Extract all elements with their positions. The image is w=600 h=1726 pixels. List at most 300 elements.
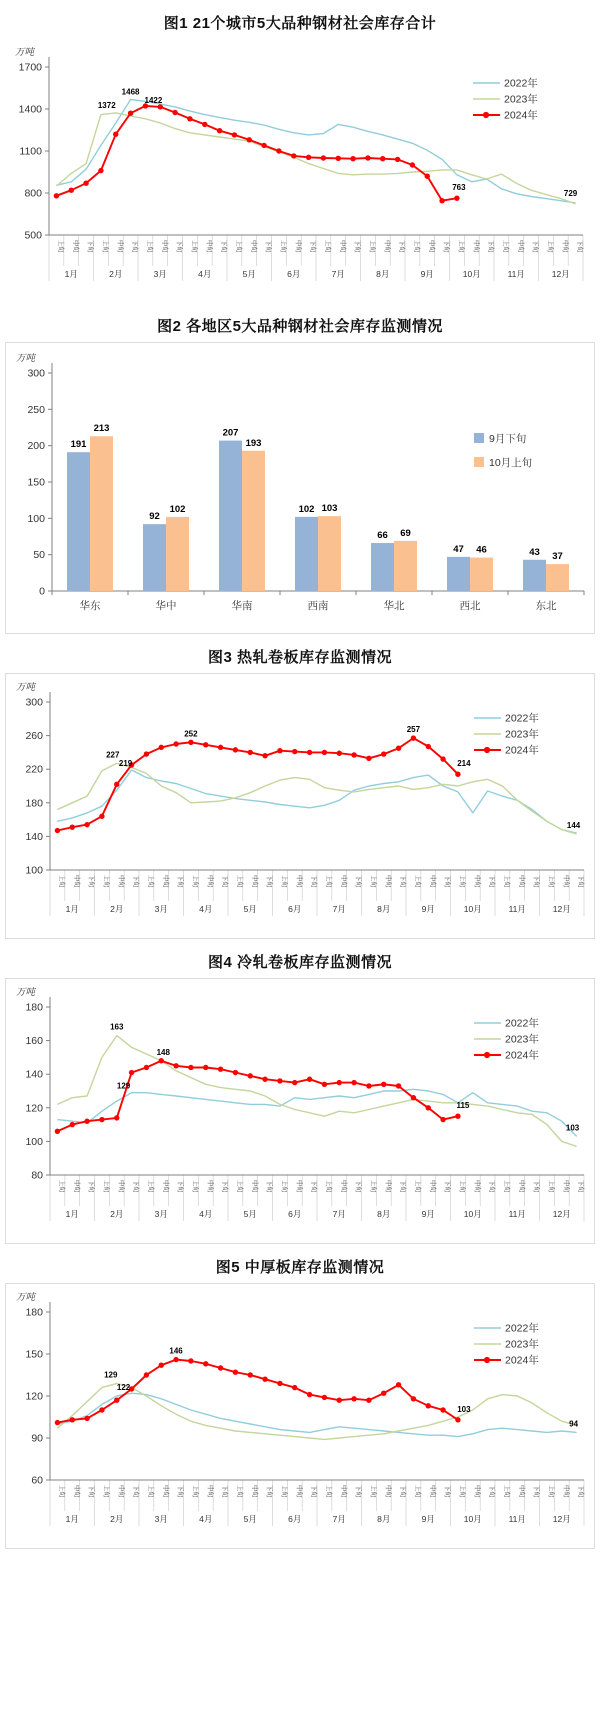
svg-text:下旬: 下旬 bbox=[310, 1485, 318, 1498]
svg-text:下旬: 下旬 bbox=[532, 1485, 540, 1498]
svg-text:上旬: 上旬 bbox=[413, 875, 421, 888]
svg-text:150: 150 bbox=[27, 476, 45, 489]
svg-text:120: 120 bbox=[25, 1102, 43, 1115]
svg-text:下旬: 下旬 bbox=[87, 1180, 95, 1193]
svg-text:7月: 7月 bbox=[331, 269, 345, 279]
svg-text:中旬: 中旬 bbox=[427, 240, 435, 253]
figure-5-title: 图5 中厚板库存监测情况 bbox=[215, 1259, 385, 1276]
svg-text:下旬: 下旬 bbox=[399, 1485, 407, 1498]
figure-4 bbox=[0, 951, 600, 1244]
svg-text:2月: 2月 bbox=[110, 1514, 124, 1524]
svg-text:下旬: 下旬 bbox=[488, 875, 496, 888]
svg-text:下旬: 下旬 bbox=[532, 1180, 540, 1193]
svg-text:0: 0 bbox=[39, 585, 45, 598]
svg-text:100: 100 bbox=[25, 864, 43, 877]
svg-text:50: 50 bbox=[33, 549, 45, 562]
svg-text:下旬: 下旬 bbox=[176, 1180, 184, 1193]
svg-text:3月: 3月 bbox=[154, 904, 168, 914]
svg-text:69: 69 bbox=[400, 527, 411, 539]
svg-text:下旬: 下旬 bbox=[310, 1180, 318, 1193]
svg-text:90: 90 bbox=[31, 1432, 43, 1445]
svg-text:下旬: 下旬 bbox=[532, 875, 540, 888]
svg-text:上旬: 上旬 bbox=[146, 875, 154, 888]
svg-text:上旬: 上旬 bbox=[235, 1485, 243, 1498]
svg-text:下旬: 下旬 bbox=[265, 875, 273, 888]
svg-text:上旬: 上旬 bbox=[458, 875, 466, 888]
svg-text:2022年: 2022年 bbox=[504, 77, 538, 90]
svg-text:上旬: 上旬 bbox=[547, 875, 555, 888]
svg-text:12月: 12月 bbox=[552, 904, 571, 914]
svg-text:10月: 10月 bbox=[463, 904, 482, 914]
svg-text:华北: 华北 bbox=[383, 600, 405, 612]
svg-text:120: 120 bbox=[25, 1390, 43, 1403]
svg-text:144: 144 bbox=[566, 821, 581, 831]
figure-2 bbox=[0, 315, 600, 634]
svg-text:中旬: 中旬 bbox=[161, 1180, 169, 1193]
svg-text:上旬: 上旬 bbox=[547, 1485, 555, 1498]
bar-chart-regional-inventory bbox=[6, 343, 596, 633]
svg-text:1422: 1422 bbox=[144, 95, 163, 105]
svg-text:中旬: 中旬 bbox=[562, 875, 570, 888]
svg-text:中旬: 中旬 bbox=[472, 240, 480, 253]
svg-text:下旬: 下旬 bbox=[132, 1485, 140, 1498]
svg-text:800: 800 bbox=[24, 187, 42, 200]
svg-text:中旬: 中旬 bbox=[384, 1485, 392, 1498]
svg-text:9月: 9月 bbox=[421, 904, 435, 914]
svg-text:上旬: 上旬 bbox=[280, 875, 288, 888]
svg-text:下旬: 下旬 bbox=[443, 1485, 451, 1498]
svg-text:上旬: 上旬 bbox=[191, 875, 199, 888]
figure-3-chart-area bbox=[5, 673, 595, 939]
svg-text:8月: 8月 bbox=[377, 904, 391, 914]
svg-text:214: 214 bbox=[457, 759, 471, 769]
svg-text:中旬: 中旬 bbox=[473, 1180, 481, 1193]
svg-text:1372: 1372 bbox=[97, 100, 116, 110]
svg-text:下旬: 下旬 bbox=[488, 1180, 496, 1193]
svg-text:华南: 华南 bbox=[231, 600, 253, 612]
svg-text:11月: 11月 bbox=[508, 904, 526, 914]
svg-text:1468: 1468 bbox=[121, 87, 140, 97]
svg-text:中旬: 中旬 bbox=[473, 875, 481, 888]
svg-text:上旬: 上旬 bbox=[501, 240, 509, 253]
svg-text:上旬: 上旬 bbox=[234, 240, 242, 253]
svg-text:中旬: 中旬 bbox=[428, 875, 436, 888]
svg-text:2023年: 2023年 bbox=[505, 1033, 539, 1046]
svg-text:下旬: 下旬 bbox=[132, 875, 140, 888]
svg-text:9月: 9月 bbox=[421, 1209, 435, 1219]
svg-text:140: 140 bbox=[25, 1068, 43, 1081]
svg-text:中旬: 中旬 bbox=[562, 1180, 570, 1193]
svg-text:上旬: 上旬 bbox=[458, 1485, 466, 1498]
svg-text:140: 140 bbox=[25, 830, 43, 843]
svg-text:中旬: 中旬 bbox=[338, 240, 346, 253]
svg-text:下旬: 下旬 bbox=[487, 240, 495, 253]
svg-text:3月: 3月 bbox=[154, 1209, 168, 1219]
svg-text:1月: 1月 bbox=[65, 1514, 79, 1524]
line-chart-total-inventory bbox=[5, 39, 595, 303]
svg-text:下旬: 下旬 bbox=[354, 1180, 362, 1193]
figure-1-title: 图1 21个城市5大品种钢材社会库存合计 bbox=[163, 15, 437, 32]
svg-text:9月: 9月 bbox=[420, 269, 434, 279]
svg-text:下旬: 下旬 bbox=[576, 240, 584, 253]
svg-text:129: 129 bbox=[116, 1081, 131, 1091]
svg-text:华中: 华中 bbox=[155, 600, 177, 612]
svg-text:中旬: 中旬 bbox=[295, 1485, 303, 1498]
svg-text:上旬: 上旬 bbox=[323, 240, 331, 253]
svg-text:191: 191 bbox=[70, 439, 87, 451]
svg-text:下旬: 下旬 bbox=[265, 1485, 273, 1498]
svg-text:100: 100 bbox=[25, 1135, 43, 1148]
svg-text:中旬: 中旬 bbox=[206, 875, 214, 888]
svg-text:12月: 12月 bbox=[552, 1514, 571, 1524]
svg-text:1700: 1700 bbox=[18, 61, 42, 74]
svg-text:5月: 5月 bbox=[243, 1209, 257, 1219]
svg-text:4月: 4月 bbox=[198, 269, 212, 279]
svg-text:6月: 6月 bbox=[288, 1514, 302, 1524]
svg-text:260: 260 bbox=[25, 730, 43, 743]
svg-text:3月: 3月 bbox=[153, 269, 167, 279]
svg-text:60: 60 bbox=[31, 1474, 43, 1487]
svg-text:8月: 8月 bbox=[376, 269, 390, 279]
svg-text:6月: 6月 bbox=[287, 269, 301, 279]
svg-text:中旬: 中旬 bbox=[561, 240, 569, 253]
svg-text:中旬: 中旬 bbox=[517, 1180, 525, 1193]
svg-text:7月: 7月 bbox=[332, 1209, 346, 1219]
svg-text:129: 129 bbox=[104, 1370, 118, 1380]
svg-text:220: 220 bbox=[25, 763, 43, 776]
svg-text:6月: 6月 bbox=[288, 1209, 302, 1219]
report-page bbox=[0, 12, 600, 1549]
figure-5-chart-area bbox=[5, 1283, 595, 1549]
svg-text:122: 122 bbox=[116, 1383, 131, 1393]
svg-text:万吨: 万吨 bbox=[15, 47, 35, 58]
svg-text:3月: 3月 bbox=[154, 1514, 168, 1524]
svg-text:上旬: 上旬 bbox=[412, 240, 420, 253]
svg-text:中旬: 中旬 bbox=[206, 1180, 214, 1193]
svg-text:下旬: 下旬 bbox=[399, 1180, 407, 1193]
svg-text:163: 163 bbox=[110, 1022, 124, 1032]
svg-text:中旬: 中旬 bbox=[294, 240, 302, 253]
svg-text:上旬: 上旬 bbox=[324, 1180, 332, 1193]
svg-text:2024年: 2024年 bbox=[505, 1049, 539, 1062]
svg-text:中旬: 中旬 bbox=[161, 1485, 169, 1498]
svg-text:11月: 11月 bbox=[508, 1209, 526, 1219]
svg-text:80: 80 bbox=[31, 1169, 43, 1182]
svg-text:43: 43 bbox=[529, 546, 540, 558]
svg-text:9月下旬: 9月下旬 bbox=[489, 433, 527, 445]
svg-text:万吨: 万吨 bbox=[16, 1292, 36, 1303]
svg-text:66: 66 bbox=[377, 530, 388, 542]
svg-text:上旬: 上旬 bbox=[502, 875, 510, 888]
svg-text:中旬: 中旬 bbox=[72, 1180, 80, 1193]
svg-text:中旬: 中旬 bbox=[428, 1180, 436, 1193]
svg-text:中旬: 中旬 bbox=[250, 1180, 258, 1193]
svg-text:146: 146 bbox=[169, 1346, 183, 1356]
svg-text:100: 100 bbox=[27, 512, 45, 525]
svg-text:47: 47 bbox=[453, 543, 464, 555]
svg-text:下旬: 下旬 bbox=[221, 1180, 229, 1193]
line-chart-medium-plate bbox=[6, 1284, 596, 1548]
svg-text:下旬: 下旬 bbox=[577, 1180, 585, 1193]
svg-text:上旬: 上旬 bbox=[57, 1485, 65, 1498]
svg-text:上旬: 上旬 bbox=[369, 1485, 377, 1498]
svg-text:万吨: 万吨 bbox=[16, 682, 36, 693]
svg-text:中旬: 中旬 bbox=[295, 875, 303, 888]
svg-text:上旬: 上旬 bbox=[102, 1180, 110, 1193]
svg-text:上旬: 上旬 bbox=[235, 875, 243, 888]
svg-text:下旬: 下旬 bbox=[443, 875, 451, 888]
svg-text:5月: 5月 bbox=[243, 904, 257, 914]
svg-text:中旬: 中旬 bbox=[249, 240, 257, 253]
svg-text:92: 92 bbox=[149, 511, 160, 523]
svg-text:中旬: 中旬 bbox=[339, 1180, 347, 1193]
svg-text:下旬: 下旬 bbox=[310, 875, 318, 888]
svg-text:上旬: 上旬 bbox=[369, 1180, 377, 1193]
svg-text:上旬: 上旬 bbox=[502, 1485, 510, 1498]
svg-text:102: 102 bbox=[169, 503, 186, 515]
svg-text:上旬: 上旬 bbox=[324, 875, 332, 888]
svg-text:中旬: 中旬 bbox=[206, 1485, 214, 1498]
line-chart-hot-rolled-coil bbox=[6, 674, 596, 938]
svg-text:下旬: 下旬 bbox=[221, 875, 229, 888]
svg-text:中旬: 中旬 bbox=[72, 1485, 80, 1498]
svg-text:2024年: 2024年 bbox=[504, 109, 538, 122]
svg-text:219: 219 bbox=[118, 759, 133, 769]
svg-text:2022年: 2022年 bbox=[505, 1017, 539, 1030]
svg-text:103: 103 bbox=[565, 1123, 580, 1133]
svg-text:150: 150 bbox=[25, 1348, 43, 1361]
svg-text:下旬: 下旬 bbox=[443, 1180, 451, 1193]
svg-text:下旬: 下旬 bbox=[264, 240, 272, 253]
svg-text:103: 103 bbox=[321, 503, 338, 515]
svg-text:西北: 西北 bbox=[459, 600, 481, 612]
svg-text:12月: 12月 bbox=[552, 1209, 571, 1219]
figure-3 bbox=[0, 646, 600, 939]
svg-text:中旬: 中旬 bbox=[339, 875, 347, 888]
svg-text:中旬: 中旬 bbox=[383, 240, 391, 253]
svg-text:下旬: 下旬 bbox=[354, 1485, 362, 1498]
svg-text:11月: 11月 bbox=[507, 269, 525, 279]
svg-text:6月: 6月 bbox=[288, 904, 302, 914]
svg-text:115: 115 bbox=[456, 1101, 470, 1111]
svg-text:上旬: 上旬 bbox=[368, 240, 376, 253]
svg-text:8月: 8月 bbox=[377, 1514, 391, 1524]
svg-text:上旬: 上旬 bbox=[502, 1180, 510, 1193]
svg-text:中旬: 中旬 bbox=[517, 875, 525, 888]
svg-text:中旬: 中旬 bbox=[384, 1180, 392, 1193]
svg-text:10月上旬: 10月上旬 bbox=[489, 457, 533, 469]
svg-text:上旬: 上旬 bbox=[190, 240, 198, 253]
svg-text:上旬: 上旬 bbox=[57, 875, 65, 888]
svg-text:1月: 1月 bbox=[65, 1209, 79, 1219]
svg-text:下旬: 下旬 bbox=[176, 1485, 184, 1498]
svg-text:227: 227 bbox=[106, 750, 120, 760]
figure-1 bbox=[0, 12, 600, 303]
figure-1-chart-area bbox=[5, 39, 595, 303]
svg-text:中旬: 中旬 bbox=[160, 240, 168, 253]
svg-text:下旬: 下旬 bbox=[132, 1180, 140, 1193]
svg-text:上旬: 上旬 bbox=[458, 1180, 466, 1193]
svg-text:200: 200 bbox=[27, 440, 45, 453]
figure-4-title: 图4 冷轧卷板库存监测情况 bbox=[207, 954, 392, 971]
svg-text:中旬: 中旬 bbox=[117, 875, 125, 888]
svg-text:中旬: 中旬 bbox=[384, 875, 392, 888]
svg-text:729: 729 bbox=[563, 188, 578, 198]
svg-text:257: 257 bbox=[406, 725, 421, 735]
svg-text:下旬: 下旬 bbox=[87, 1485, 95, 1498]
svg-text:中旬: 中旬 bbox=[473, 1485, 481, 1498]
svg-text:2023年: 2023年 bbox=[504, 93, 538, 106]
line-chart-cold-rolled-coil bbox=[6, 979, 596, 1243]
svg-text:8月: 8月 bbox=[377, 1209, 391, 1219]
svg-text:下旬: 下旬 bbox=[531, 240, 539, 253]
svg-text:上旬: 上旬 bbox=[102, 875, 110, 888]
svg-text:180: 180 bbox=[25, 797, 43, 810]
svg-text:5月: 5月 bbox=[242, 269, 256, 279]
svg-text:上旬: 上旬 bbox=[280, 1485, 288, 1498]
figure-2-title: 图2 各地区5大品种钢材社会库存监测情况 bbox=[157, 318, 443, 335]
svg-text:4月: 4月 bbox=[199, 1209, 213, 1219]
svg-text:207: 207 bbox=[222, 427, 239, 439]
svg-text:2月: 2月 bbox=[110, 1209, 124, 1219]
svg-text:上旬: 上旬 bbox=[324, 1485, 332, 1498]
svg-text:4月: 4月 bbox=[199, 904, 213, 914]
svg-text:10月: 10月 bbox=[463, 1209, 482, 1219]
svg-text:10月: 10月 bbox=[463, 1514, 482, 1524]
svg-text:下旬: 下旬 bbox=[265, 1180, 273, 1193]
svg-text:中旬: 中旬 bbox=[117, 1485, 125, 1498]
svg-text:中旬: 中旬 bbox=[250, 875, 258, 888]
svg-text:1400: 1400 bbox=[18, 103, 42, 116]
svg-text:下旬: 下旬 bbox=[131, 240, 139, 253]
svg-text:250: 250 bbox=[27, 403, 45, 416]
svg-text:102: 102 bbox=[298, 503, 315, 515]
svg-text:上旬: 上旬 bbox=[457, 240, 465, 253]
svg-text:中旬: 中旬 bbox=[562, 1485, 570, 1498]
svg-text:500: 500 bbox=[24, 229, 42, 242]
svg-text:中旬: 中旬 bbox=[295, 1180, 303, 1193]
svg-text:下旬: 下旬 bbox=[577, 1485, 585, 1498]
svg-text:中旬: 中旬 bbox=[116, 240, 124, 253]
svg-text:252: 252 bbox=[184, 729, 198, 739]
svg-text:103: 103 bbox=[457, 1404, 471, 1414]
svg-text:上旬: 上旬 bbox=[57, 1180, 65, 1193]
svg-text:94: 94 bbox=[569, 1419, 579, 1429]
svg-text:上旬: 上旬 bbox=[191, 1180, 199, 1193]
svg-text:下旬: 下旬 bbox=[309, 240, 317, 253]
svg-text:300: 300 bbox=[27, 367, 45, 380]
svg-text:中旬: 中旬 bbox=[428, 1485, 436, 1498]
svg-text:2023年: 2023年 bbox=[505, 728, 539, 741]
svg-text:180: 180 bbox=[25, 1001, 43, 1014]
svg-text:中旬: 中旬 bbox=[117, 1180, 125, 1193]
svg-text:2022年: 2022年 bbox=[505, 1322, 539, 1335]
figure-3-title: 图3 热轧卷板库存监测情况 bbox=[207, 649, 392, 666]
svg-text:5月: 5月 bbox=[243, 1514, 257, 1524]
svg-text:下旬: 下旬 bbox=[87, 875, 95, 888]
svg-text:2022年: 2022年 bbox=[505, 712, 539, 725]
svg-text:2月: 2月 bbox=[110, 904, 124, 914]
svg-text:下旬: 下旬 bbox=[354, 875, 362, 888]
svg-text:上旬: 上旬 bbox=[235, 1180, 243, 1193]
svg-text:下旬: 下旬 bbox=[176, 875, 184, 888]
svg-text:中旬: 中旬 bbox=[517, 1485, 525, 1498]
svg-text:2024年: 2024年 bbox=[505, 744, 539, 757]
svg-text:中旬: 中旬 bbox=[339, 1485, 347, 1498]
svg-text:下旬: 下旬 bbox=[577, 875, 585, 888]
svg-text:2024年: 2024年 bbox=[505, 1354, 539, 1367]
svg-text:上旬: 上旬 bbox=[280, 1180, 288, 1193]
svg-text:下旬: 下旬 bbox=[399, 875, 407, 888]
svg-text:2023年: 2023年 bbox=[505, 1338, 539, 1351]
svg-text:7月: 7月 bbox=[332, 904, 346, 914]
svg-text:213: 213 bbox=[93, 423, 110, 435]
svg-text:东北: 东北 bbox=[535, 600, 557, 612]
svg-text:下旬: 下旬 bbox=[488, 1485, 496, 1498]
svg-text:1月: 1月 bbox=[64, 269, 78, 279]
svg-text:中旬: 中旬 bbox=[205, 240, 213, 253]
svg-text:上旬: 上旬 bbox=[146, 1485, 154, 1498]
svg-text:上旬: 上旬 bbox=[279, 240, 287, 253]
svg-text:上旬: 上旬 bbox=[145, 240, 153, 253]
svg-text:37: 37 bbox=[552, 551, 563, 563]
svg-text:中旬: 中旬 bbox=[72, 875, 80, 888]
svg-text:上旬: 上旬 bbox=[102, 1485, 110, 1498]
svg-text:10月: 10月 bbox=[462, 269, 481, 279]
svg-text:148: 148 bbox=[156, 1047, 170, 1057]
figure-2-chart-area bbox=[5, 342, 595, 634]
svg-text:下旬: 下旬 bbox=[221, 1485, 229, 1498]
svg-text:上旬: 上旬 bbox=[56, 240, 64, 253]
svg-text:下旬: 下旬 bbox=[398, 240, 406, 253]
svg-text:12月: 12月 bbox=[551, 269, 570, 279]
svg-text:下旬: 下旬 bbox=[220, 240, 228, 253]
svg-text:9月: 9月 bbox=[421, 1514, 435, 1524]
svg-text:万吨: 万吨 bbox=[16, 987, 36, 998]
svg-text:上旬: 上旬 bbox=[546, 240, 554, 253]
svg-text:下旬: 下旬 bbox=[442, 240, 450, 253]
svg-text:中旬: 中旬 bbox=[250, 1485, 258, 1498]
figure-5 bbox=[0, 1256, 600, 1549]
svg-text:中旬: 中旬 bbox=[71, 240, 79, 253]
svg-text:1月: 1月 bbox=[65, 904, 79, 914]
svg-text:上旬: 上旬 bbox=[413, 1485, 421, 1498]
svg-text:西南: 西南 bbox=[307, 600, 329, 612]
svg-text:160: 160 bbox=[25, 1035, 43, 1048]
svg-text:2月: 2月 bbox=[109, 269, 123, 279]
svg-text:上旬: 上旬 bbox=[547, 1180, 555, 1193]
svg-text:下旬: 下旬 bbox=[86, 240, 94, 253]
svg-text:7月: 7月 bbox=[332, 1514, 346, 1524]
svg-text:中旬: 中旬 bbox=[161, 875, 169, 888]
figure-4-chart-area bbox=[5, 978, 595, 1244]
svg-text:下旬: 下旬 bbox=[175, 240, 183, 253]
svg-text:193: 193 bbox=[245, 437, 262, 449]
svg-text:763: 763 bbox=[452, 183, 466, 193]
svg-text:华东: 华东 bbox=[79, 600, 101, 612]
svg-text:4月: 4月 bbox=[199, 1514, 213, 1524]
svg-text:上旬: 上旬 bbox=[101, 240, 109, 253]
svg-text:1100: 1100 bbox=[19, 145, 42, 158]
svg-text:300: 300 bbox=[25, 696, 43, 709]
svg-text:上旬: 上旬 bbox=[191, 1485, 199, 1498]
svg-text:46: 46 bbox=[476, 544, 487, 556]
svg-text:上旬: 上旬 bbox=[146, 1180, 154, 1193]
svg-text:万吨: 万吨 bbox=[16, 353, 36, 364]
svg-text:中旬: 中旬 bbox=[516, 240, 524, 253]
svg-text:上旬: 上旬 bbox=[369, 875, 377, 888]
svg-text:上旬: 上旬 bbox=[413, 1180, 421, 1193]
